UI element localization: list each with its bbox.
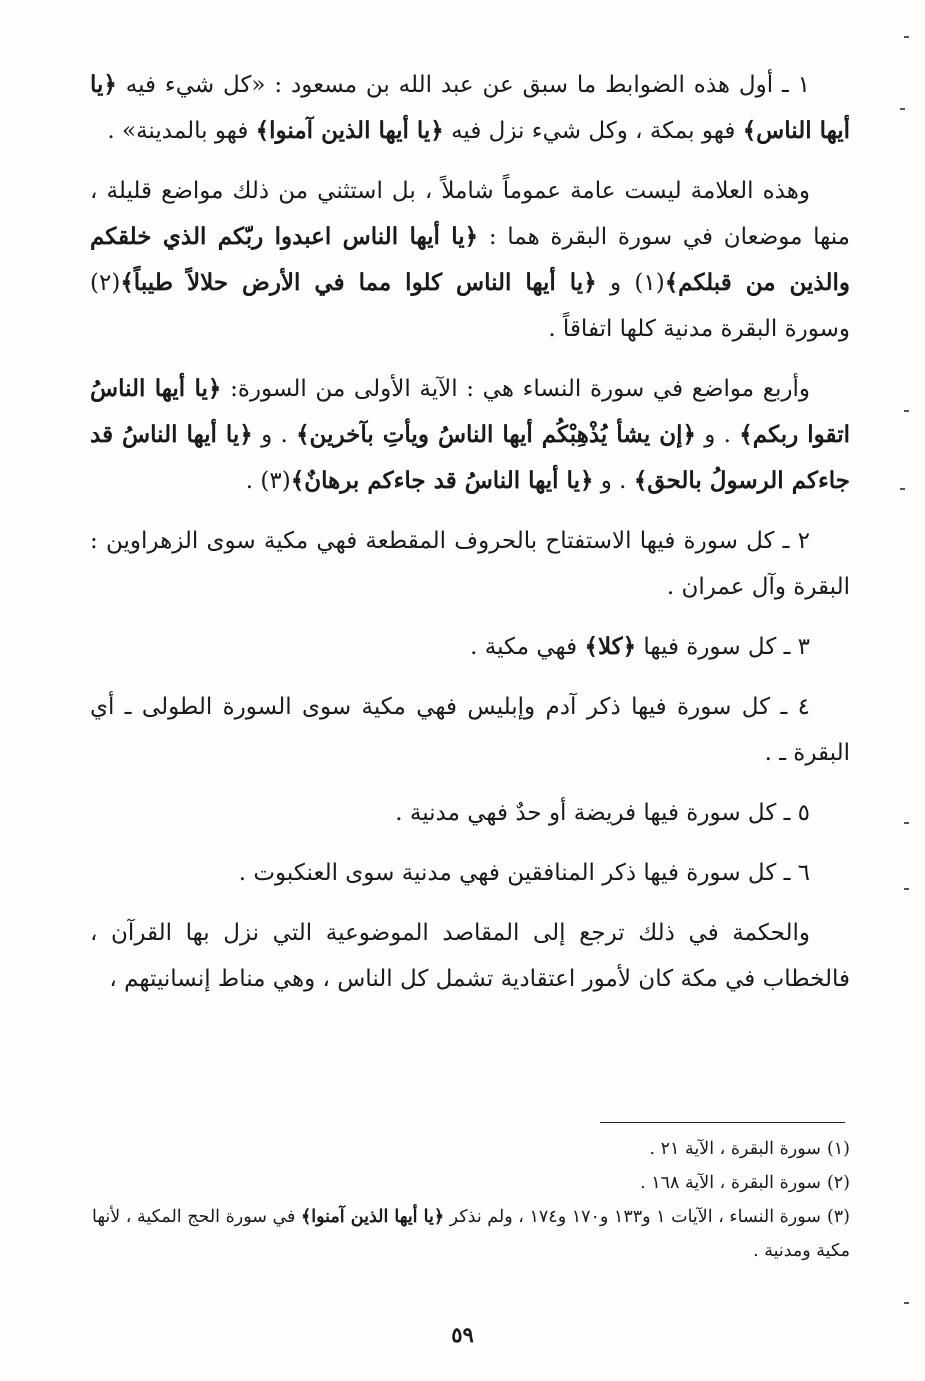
footnote-1 [90, 1132, 850, 1166]
quran-quote: ﴿يا أيها الناسُ قد جاءكم الرسولُ بالحق﴾ [90, 421, 850, 494]
scan-mark [900, 488, 905, 490]
quran-quote: ﴿يا أيها الناس اعبدوا ربّكم الذي خلقكم والذين من قبلكم﴾ [90, 223, 851, 296]
quran-quote: ﴿يا أيها الناس﴾ [90, 71, 850, 144]
text-run: وأربع مواضع في سورة النساء هي : الآية الأولى من السورة: [221, 376, 810, 402]
paragraph-6 [90, 684, 850, 776]
text-run: وهذه العلامة ليست عامة عموماً شاملاً ، بل استثني من ذلك مواضع قليلة ، منها موضعان في سورة البقرة هما : [90, 178, 850, 250]
text-run: فهي مكية . [470, 634, 585, 660]
footnotes [90, 1132, 850, 1268]
footnote-2 [90, 1166, 850, 1200]
text-run: . و [252, 422, 297, 448]
paragraph-7 [90, 790, 850, 836]
text-run: ٢ ـ كل سورة فيها الاستفتاح بالحروف المقطعة فهي مكية سوى الزهراوين : البقرة وآل عمران . [90, 528, 850, 600]
scan-mark [904, 822, 909, 824]
text-run: . و [593, 468, 634, 494]
scan-mark [900, 108, 905, 110]
footnote-number: (٢) [826, 1173, 850, 1193]
paragraph-4 [90, 518, 850, 610]
text-run: سورة البقرة ، الآية ٢١ . [649, 1139, 821, 1159]
text-run: والحكمة في ذلك ترجع إلى المقاصد الموضوعية التي نزل بها القرآن ، فالخطاب في مكة كان لأمور اعتقادية تشمل كل الناس ، وهي مناط إنسانيتهم ، [90, 920, 850, 992]
text-run: (١) و [596, 270, 665, 296]
text-run: سورة البقرة ، الآية ١٦٨ . [640, 1173, 821, 1193]
text-run: في سورة الحج المكية ، لأنها مكية ومدنية . [92, 1207, 850, 1261]
main-text [90, 62, 850, 1016]
text-run: ٣ ـ كل سورة فيها [636, 634, 810, 660]
paragraph-5 [90, 624, 850, 670]
text-run: (٣) . [245, 468, 291, 494]
scan-mark [904, 1302, 909, 1304]
text-run: ٦ ـ كل سورة فيها ذكر المنافقين فهي مدنية سوى العنكبوت . [238, 860, 810, 886]
footnote-separator [600, 1122, 845, 1123]
quran-quote: ﴿يا أيها الناس كلوا مما في الأرض حلالاً طيباً﴾ [120, 269, 597, 296]
paragraph-1 [90, 62, 850, 154]
text-run: سورة النساء ، الآيات ١ و١٣٣ و١٧٠ و١٧٤ ، ولم نذكر [444, 1207, 821, 1227]
scan-mark [904, 36, 909, 38]
quran-quote: ﴿يا أيها الناسُ اتقوا ربكم﴾ [90, 375, 850, 448]
text-run: ٥ ـ كل سورة فيها فريضة أو حدٌ فهي مدنية . [395, 800, 810, 826]
quran-quote: ﴿يا أيها الناسُ قد جاءكم برهانٌ﴾ [290, 467, 594, 494]
quran-quote: ﴿يا أيها الذين آمنوا﴾ [255, 117, 444, 144]
scan-mark [904, 888, 909, 890]
scan-mark [904, 410, 909, 412]
quran-quote: ﴿يا أيها الذين آمنوا﴾ [300, 1207, 445, 1227]
paragraph-2 [90, 168, 850, 352]
paragraph-9 [90, 910, 850, 1002]
quran-quote: ﴿إن يشأ يُذْهِبْكُم أيها الناسُ ويأتِ بآخرين﴾ [296, 421, 696, 448]
paragraph-8 [90, 850, 850, 896]
text-run: ١ ـ أول هذه الضوابط ما سبق عن عبد الله بن مسعود : «كل شيء فيه [116, 72, 810, 98]
paragraph-3 [90, 366, 850, 504]
page-number: ٥٩ [451, 1322, 474, 1347]
text-run: فهو بالمدينة» . [107, 118, 256, 144]
footnote-3 [90, 1200, 850, 1268]
footnote-number: (٣) [826, 1207, 850, 1227]
text-run: . و [695, 422, 740, 448]
quran-quote: ﴿كلا﴾ [584, 633, 637, 660]
text-run: ٤ ـ كل سورة فيها ذكر آدم وإبليس فهي مكية سوى السورة الطولى ـ أي البقرة ـ . [90, 694, 850, 766]
text-run: (٢) وسورة البقرة مدنية كلها اتفاقاً . [90, 270, 850, 342]
footnote-number: (١) [826, 1139, 850, 1159]
text-run: فهو بمكة ، وكل شيء نزل فيه [443, 118, 743, 144]
